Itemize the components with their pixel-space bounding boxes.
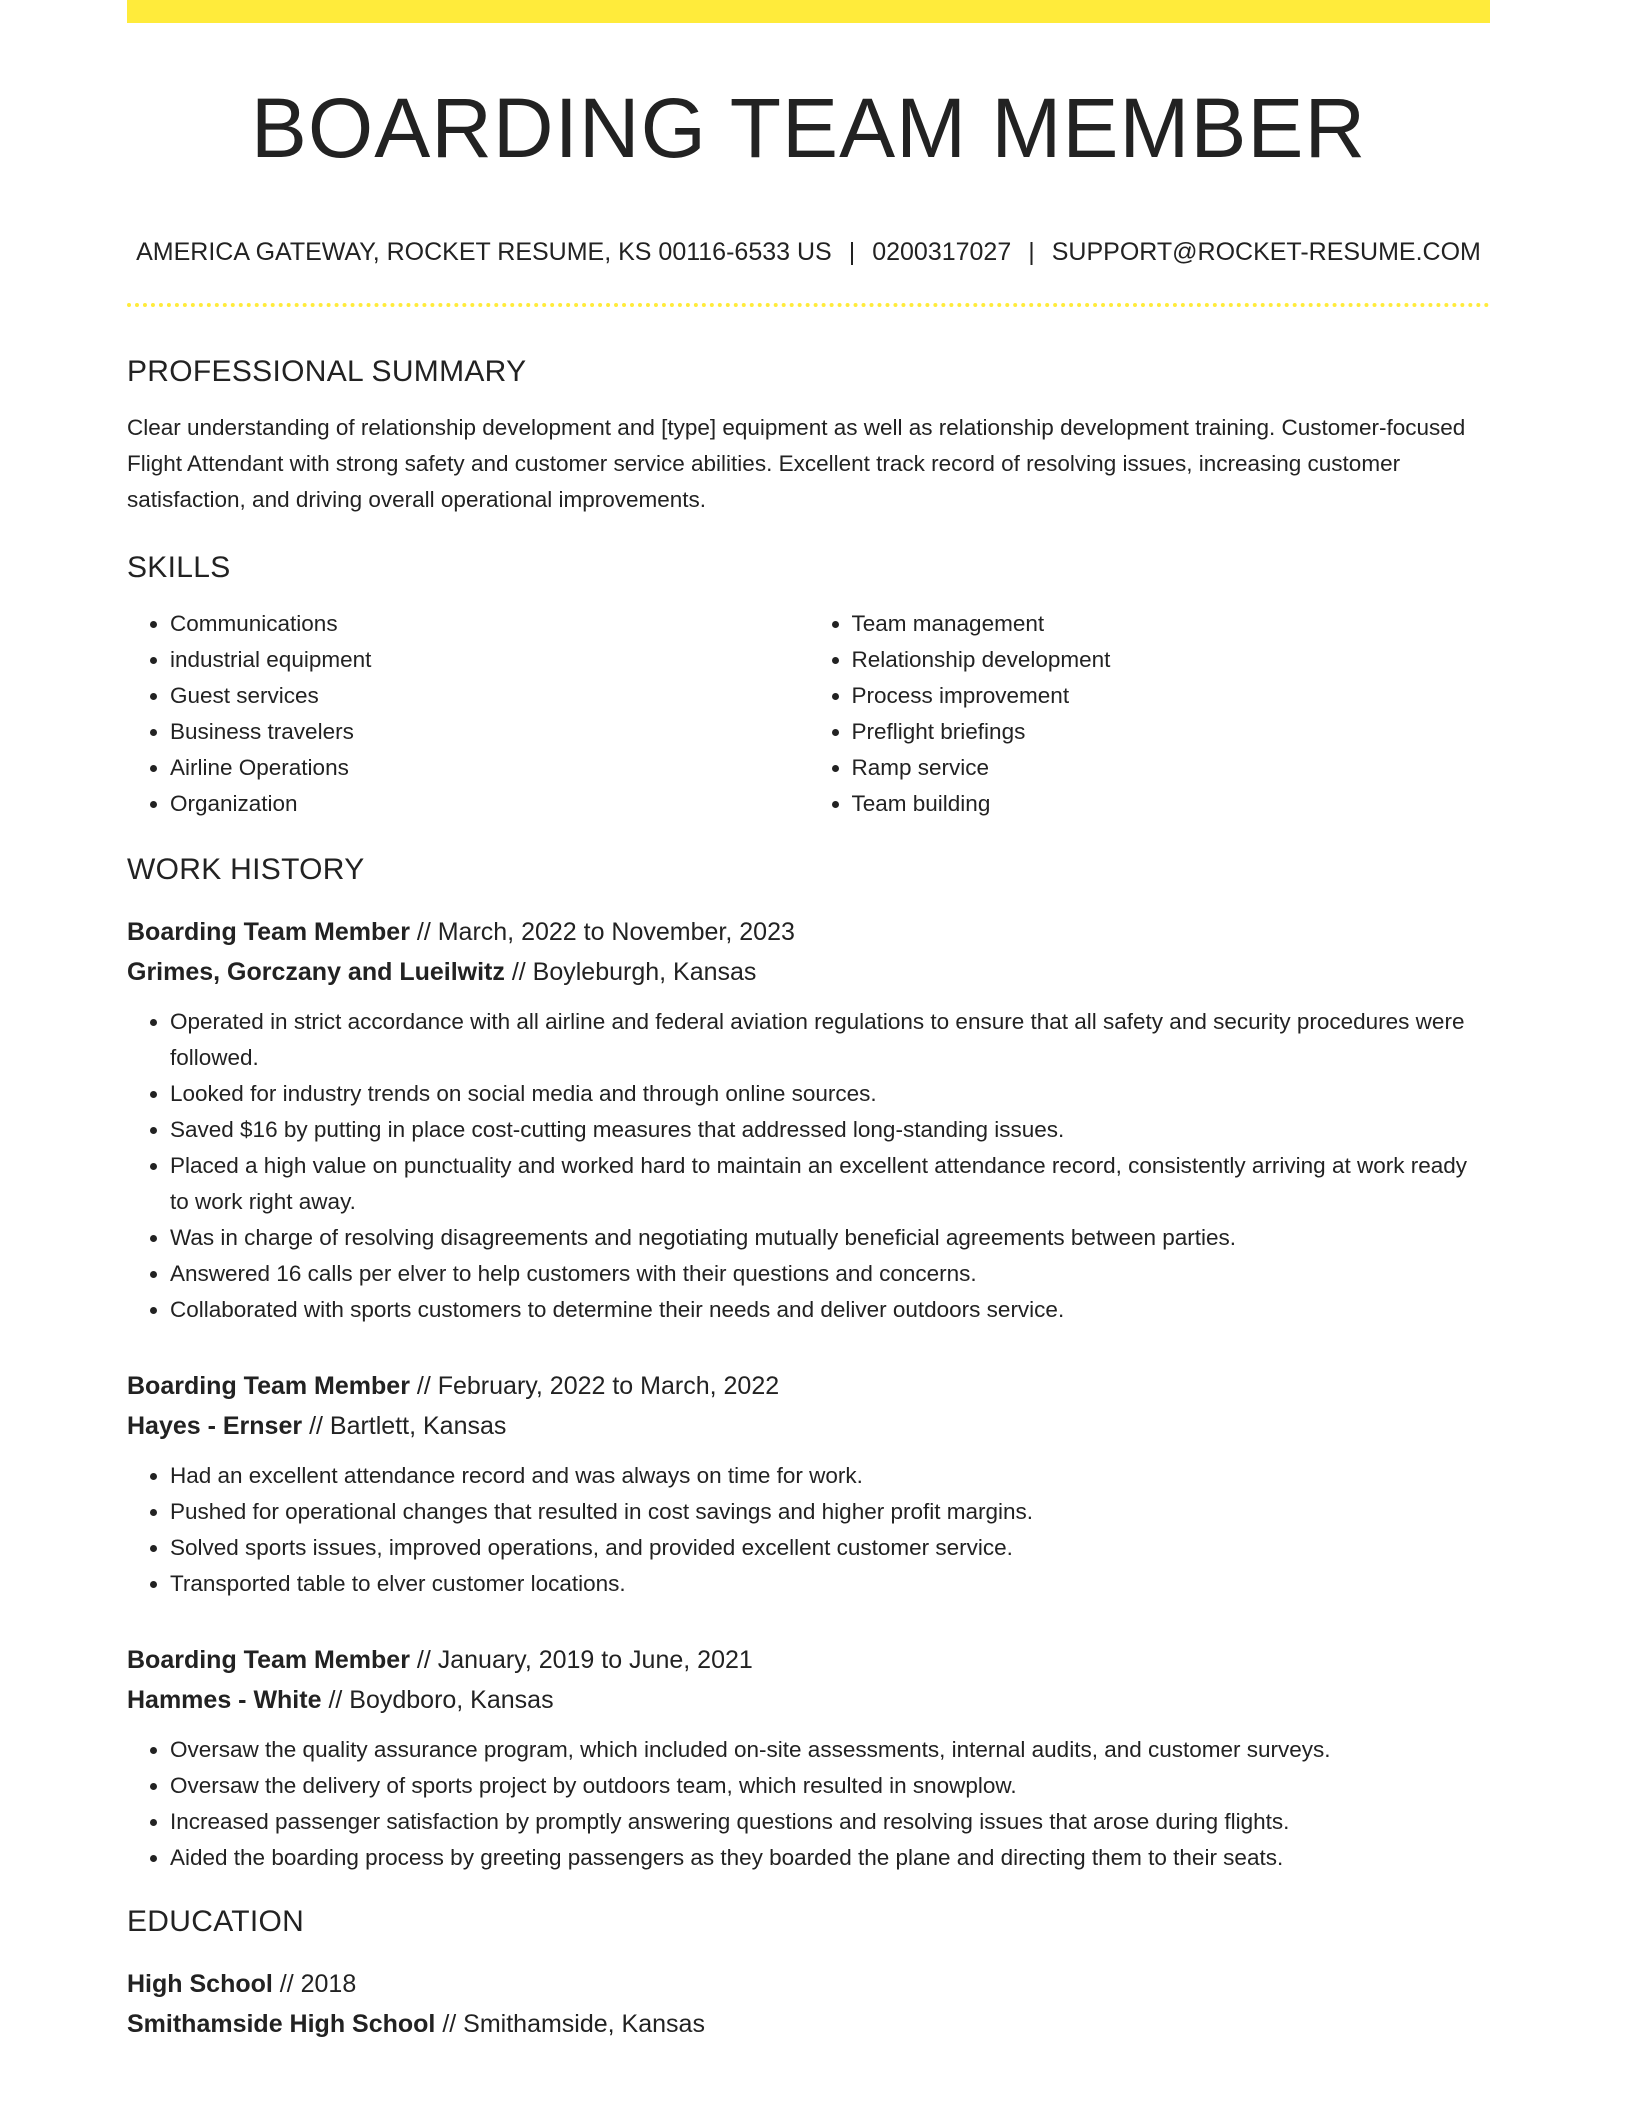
skill-item: • Airline Operations xyxy=(170,750,809,786)
work-history-heading: WORK HISTORY xyxy=(127,853,365,886)
job-title-line xyxy=(127,912,1490,952)
job-bullet: • Had an excellent attendance record and was always on time for work. xyxy=(170,1458,1490,1494)
contact-separator: | xyxy=(848,238,856,266)
job-company: Hammes - White xyxy=(127,1686,322,1714)
skill-item: • industrial equipment xyxy=(170,642,809,678)
job-bullets xyxy=(127,1732,1490,1876)
job-title-line xyxy=(127,1366,1490,1406)
job-bullet: • Collaborated with sports customers to determine their needs and deliver outdoors service. xyxy=(170,1292,1490,1328)
job-bullet: • Transported table to elver customer locations. xyxy=(170,1566,1490,1602)
education-degree: High School xyxy=(127,1970,273,1998)
contact-line xyxy=(127,236,1490,268)
education-school: Smithamside High School xyxy=(127,2010,436,2038)
contact-address: AMERICA GATEWAY, ROCKET RESUME, KS 00116-6533 US xyxy=(136,238,832,266)
skills-heading: SKILLS xyxy=(127,551,231,584)
skill-item: • Team building xyxy=(852,786,1491,822)
job-bullet: • Pushed for operational changes that resulted in cost savings and higher profit margins. xyxy=(170,1494,1490,1530)
job-bullets xyxy=(127,1004,1490,1328)
job-company-line xyxy=(127,1680,1490,1720)
skills-column-right xyxy=(809,606,1491,822)
contact-separator: | xyxy=(1028,238,1035,266)
skills-column-left xyxy=(127,606,809,822)
education-year: // 2018 xyxy=(279,1970,357,1998)
job-bullet: • Operated in strict accordance with all airline and federal aviation regulations to ensure that all safety and security procedures were followed. xyxy=(170,1004,1490,1076)
header-divider xyxy=(127,303,1490,307)
resume-title: BOARDING TEAM MEMBER xyxy=(250,81,1367,175)
job-entry xyxy=(127,1640,1490,1876)
education-degree-line xyxy=(127,1964,1490,2004)
job-bullets xyxy=(127,1458,1490,1602)
contact-email[interactable]: SUPPORT@ROCKET-RESUME.COM xyxy=(1051,238,1481,266)
skill-item: • Organization xyxy=(170,786,809,822)
job-bullet: • Aided the boarding process by greeting passengers as they boarded the plane and directing them to their seats. xyxy=(170,1840,1490,1876)
job-title: Boarding Team Member xyxy=(127,1372,410,1400)
skill-item: • Preflight briefings xyxy=(852,714,1491,750)
job-bullet: • Was in charge of resolving disagreements and negotiating mutually beneficial agreements between parties. xyxy=(170,1220,1490,1256)
job-bullet: • Oversaw the delivery of sports project by outdoors team, which resulted in snowplow. xyxy=(170,1768,1490,1804)
education-heading: EDUCATION xyxy=(127,1905,305,1938)
skill-item: • Process improvement xyxy=(852,678,1491,714)
job-company-line xyxy=(127,1406,1490,1446)
job-entry xyxy=(127,1366,1490,1602)
job-title: Boarding Team Member xyxy=(127,918,410,946)
job-bullet: • Looked for industry trends on social media and through online sources. xyxy=(170,1076,1490,1112)
job-bullet: • Saved $16 by putting in place cost-cutting measures that addressed long-standing issues. xyxy=(170,1112,1490,1148)
skill-item: • Ramp service xyxy=(852,750,1491,786)
skill-item: • Guest services xyxy=(170,678,809,714)
contact-phone[interactable]: 0200317027 xyxy=(872,238,1012,266)
job-location: // Boydboro, Kansas xyxy=(328,1686,554,1714)
job-bullet: • Oversaw the quality assurance program, which included on-site assessments, internal audits, and customer surveys. xyxy=(170,1732,1490,1768)
job-bullet: • Answered 16 calls per elver to help customers with their questions and concerns. xyxy=(170,1256,1490,1292)
job-bullet: • Solved sports issues, improved operations, and provided excellent customer service. xyxy=(170,1530,1490,1566)
summary-heading: PROFESSIONAL SUMMARY xyxy=(127,355,527,388)
skill-item: • Business travelers xyxy=(170,714,809,750)
job-location: // Boyleburgh, Kansas xyxy=(511,958,757,986)
skill-item: • Relationship development xyxy=(852,642,1491,678)
job-title-line xyxy=(127,1640,1490,1680)
job-company-line xyxy=(127,952,1490,992)
summary-text: Clear understanding of relationship development and [type] equipment as well as relationship development training. Customer-focused Flight Attendant with strong safety and customer service abilities. Excellent track record of resolving issues, increasing customer satisfaction, and driving overall operational improvements. xyxy=(127,415,1466,512)
skill-item: • Communications xyxy=(170,606,809,642)
skills-list xyxy=(127,606,1490,822)
job-entry xyxy=(127,912,1490,1328)
job-company: Hayes - Ernser xyxy=(127,1412,303,1440)
job-dates: // March, 2022 to November, 2023 xyxy=(416,918,795,946)
job-bullet: • Placed a high value on punctuality and worked hard to maintain an excellent attendance record, consistently arriving at work ready to work right away. xyxy=(170,1148,1490,1220)
job-company: Grimes, Gorczany and Lueilwitz xyxy=(127,958,505,986)
job-title: Boarding Team Member xyxy=(127,1646,410,1674)
job-dates: // January, 2019 to June, 2021 xyxy=(416,1646,753,1674)
skill-item: • Team management xyxy=(852,606,1491,642)
resume-body xyxy=(127,352,1490,2044)
education-location: // Smithamside, Kansas xyxy=(442,2010,705,2038)
job-dates: // February, 2022 to March, 2022 xyxy=(416,1372,780,1400)
education-entry xyxy=(127,1964,1490,2044)
job-location: // Bartlett, Kansas xyxy=(309,1412,507,1440)
education-school-line xyxy=(127,2004,1490,2044)
job-bullet: • Increased passenger satisfaction by promptly answering questions and resolving issues that arose during flights. xyxy=(170,1804,1490,1840)
top-accent-bar xyxy=(127,0,1490,23)
